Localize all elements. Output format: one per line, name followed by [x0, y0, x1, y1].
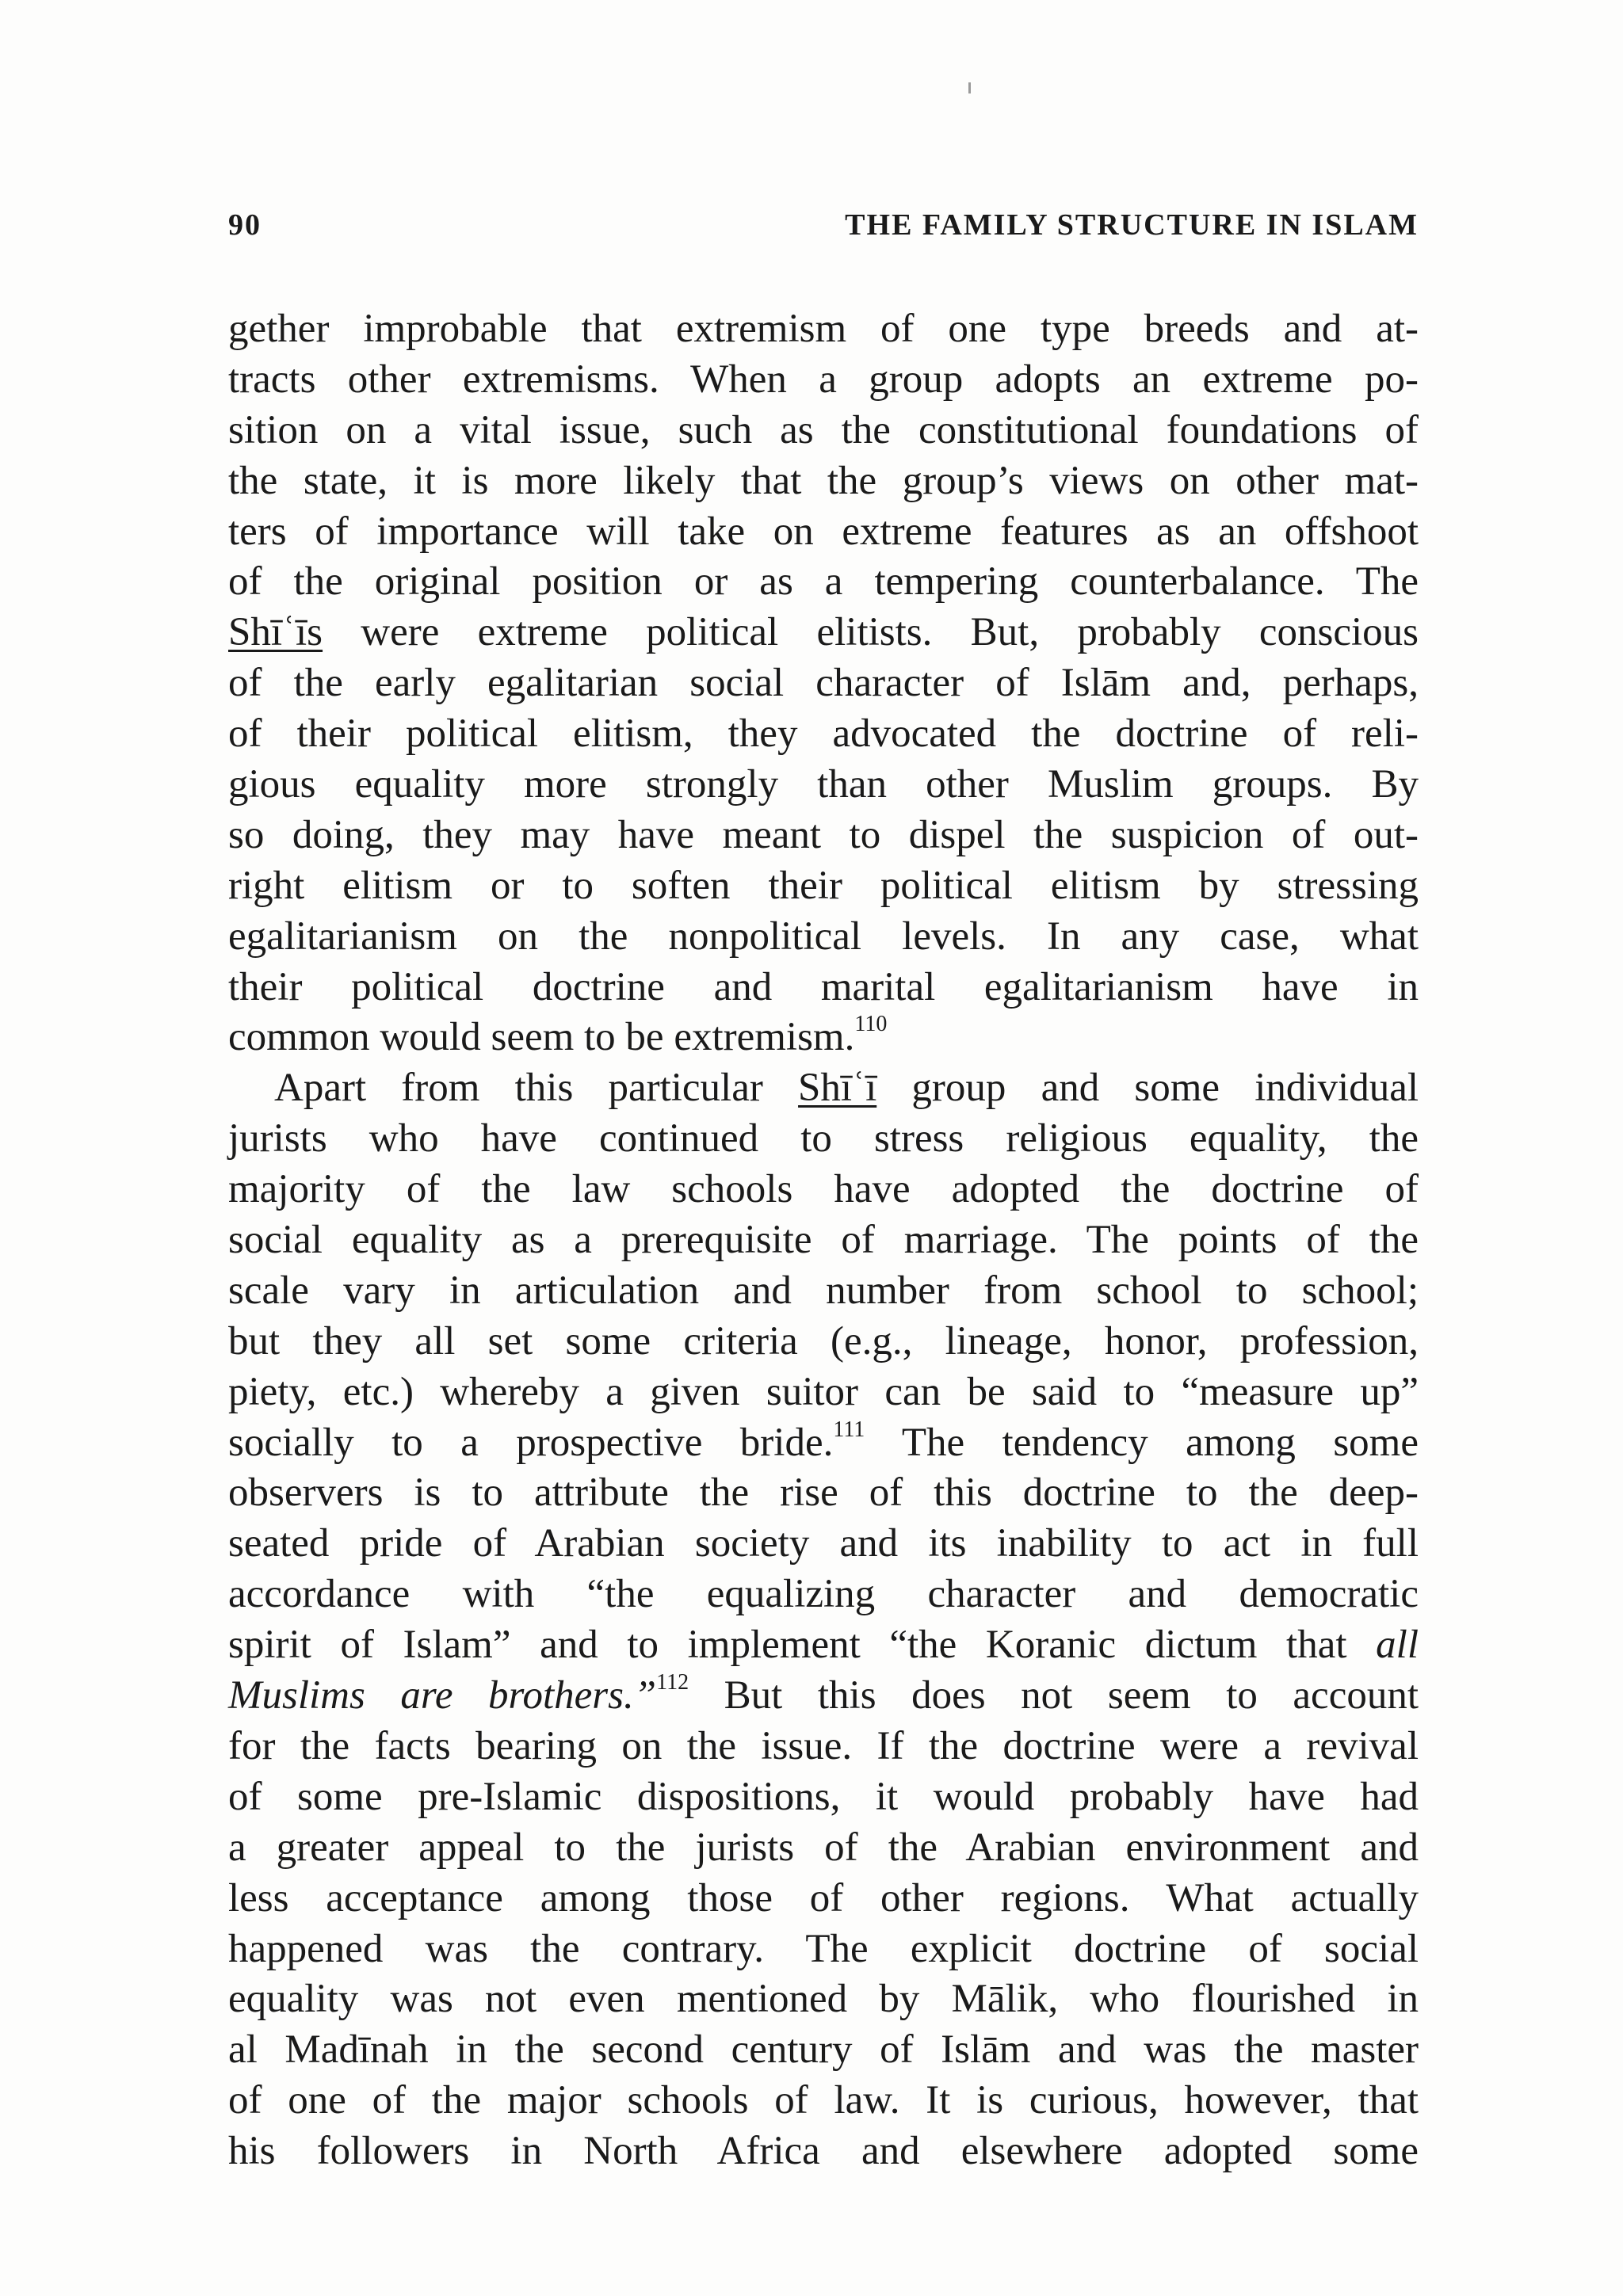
text-line: seated pride of Arabian society and its inability to act in full [228, 1521, 1419, 1566]
text-line [228, 1418, 1419, 1469]
text-line [228, 608, 1419, 658]
text-line: egalitarianism on the nonpolitical levels. In any case, what [228, 913, 1419, 959]
text-line [228, 1671, 1419, 1722]
term-shiis: Shīʿīs [228, 610, 323, 655]
text-line: sition on a vital issue, such as the constitutional foundations of [228, 407, 1419, 452]
text-line [228, 1620, 1419, 1671]
footnote-ref-111: 111 [833, 1417, 865, 1442]
text-line: jurists who have continued to stress religious equality, the [228, 1116, 1419, 1161]
running-head [228, 208, 1419, 247]
text-line: of the original position or as a tempering counterbalance. The [228, 559, 1419, 605]
text-line: social equality as a prerequisite of marriage. The points of the [228, 1218, 1419, 1263]
text-fragment: socially to a prospective bride. [228, 1420, 834, 1465]
text-line: so doing, they may have meant to dispel the suspicion of out- [228, 812, 1419, 857]
text-line: al Madīnah in the second century of Islām and was the master [228, 2027, 1419, 2073]
text-line: piety, etc.) whereby a given suitor can be said to “measure up” [228, 1369, 1419, 1414]
text-line: happened was the contrary. The explicit doctrine of social [228, 1926, 1419, 1971]
text-fragment: Apart from this particular [274, 1066, 763, 1111]
text-line: right elitism or to soften their political elitism by stressing [228, 863, 1419, 908]
term-shii: Shīʿī [798, 1066, 877, 1111]
text-line: his followers in North Africa and elsewhere adopted some [228, 2129, 1419, 2174]
text-line: equality was not even mentioned by Mālik, who flourished in [228, 1977, 1419, 2022]
text-line: less acceptance among those of other regions. What actually [228, 1875, 1419, 1920]
text-line: for the facts bearing on the issue. If the doctrine were a revival [228, 1723, 1419, 1768]
text-line [228, 1013, 1419, 1063]
text-line: scale vary in articulation and number from school to school; [228, 1268, 1419, 1313]
text-fragment: spirit of Islam” and to implement “the Koranic dictum that [228, 1623, 1347, 1668]
italic-fragment: Muslims are brothers.” [228, 1673, 657, 1718]
text-line: their political doctrine and marital egalitarianism have in [228, 964, 1419, 1009]
text-line: observers is to attribute the rise of this doctrine to the deep- [228, 1470, 1419, 1516]
text-fragment: common would seem to be extremism. [228, 1015, 855, 1060]
text-line: of one of the major schools of law. It is curious, however, that [228, 2078, 1419, 2123]
text-fragment: The tendency among some [901, 1420, 1419, 1465]
text-line [228, 1063, 1419, 1114]
text-line: accordance with “the equalizing character and democratic [228, 1572, 1419, 1617]
text-line: a greater appeal to the jurists of the Arabian environment and [228, 1825, 1419, 1870]
text-line: tracts other extremisms. When a group adopts an extreme po- [228, 357, 1419, 402]
text-line: ters of importance will take on extreme features as an offshoot [228, 509, 1419, 554]
running-title: THE FAMILY STRUCTURE IN ISLAM [845, 208, 1419, 242]
scan-speck [968, 82, 971, 93]
text-line: majority of the law schools have adopted the doctrine of [228, 1167, 1419, 1212]
text-fragment: were extreme political elitists. But, probably conscious [361, 610, 1419, 655]
text-fragment: group and some individual [911, 1066, 1419, 1111]
footnote-ref-112: 112 [656, 1670, 689, 1695]
text-line: gether improbable that extremism of one type breeds and at- [228, 307, 1419, 351]
text-line: of the early egalitarian social character of Islām and, perhaps, [228, 661, 1419, 706]
text-fragment: But this does not seem to account [724, 1673, 1419, 1718]
text-line: gious equality more strongly than other Muslim groups. By [228, 762, 1419, 807]
text-line: of some pre-Islamic dispositions, it would probably have had [228, 1774, 1419, 1819]
text-line: of their political elitism, they advocated the doctrine of reli- [228, 711, 1419, 757]
body-text [228, 304, 1419, 2177]
page-number: 90 [228, 208, 262, 242]
italic-fragment: all [1376, 1623, 1419, 1668]
text-line: but they all set some criteria (e.g., lineage, honor, profession, [228, 1318, 1419, 1363]
footnote-ref-110: 110 [854, 1012, 888, 1037]
text-line: the state, it is more likely that the group’s views on other mat- [228, 458, 1419, 503]
